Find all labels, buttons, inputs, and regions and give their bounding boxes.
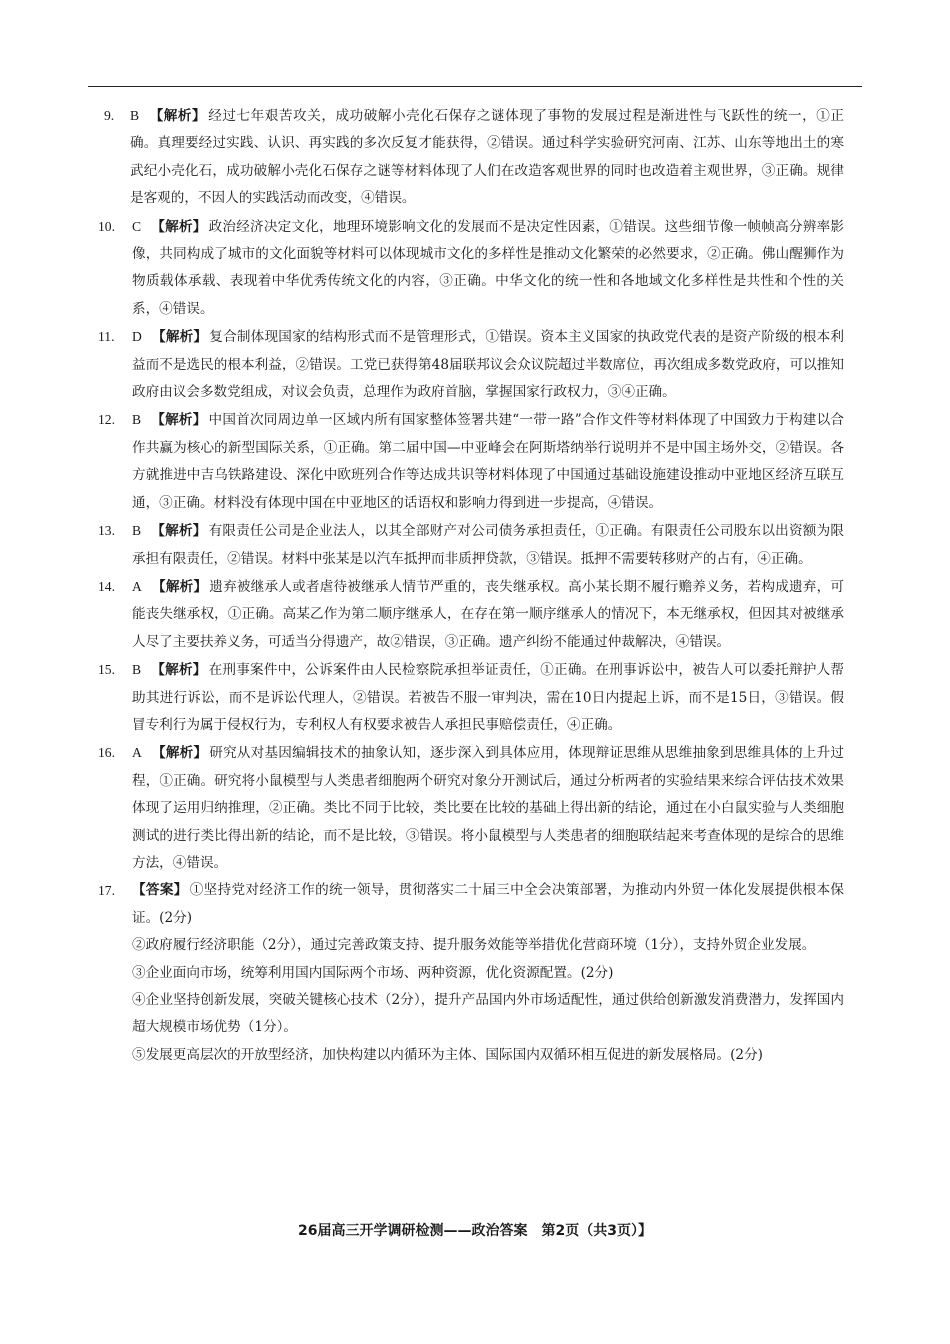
answer-letter: B [132,412,142,428]
question-number: 9. [104,108,115,123]
analysis-tag: 【解析】 [151,523,207,540]
answer-point-1-text: ①坚持党对经济工作的统一领导，贯彻落实二十届三中全会决策部署，为推动内外贸一体化发展提供根本保证。(2分) [132,882,845,926]
answer-point-1 [132,877,844,932]
analysis-text: 研究从对基因编辑技术的抽象认知，逐步深入到具体应用，体现辩证思维从思维抽象到思维具体的上升过程，①正确。研究将小鼠模型与人类患者细胞两个研究对象分开测试后，通过分析两者的实验结果来综合评估技术效果体现了运用归纳推理，②正确。类比不同于比较，类比要在比较的基础上得出新的结论，通过在小白鼠实验与人类细胞测试的进行类比得出新的结论，而不是比较，③错误。将小鼠模型与人类患者的细胞联结起来考查体现的是综合的思维方法，④错误。 [132,745,845,871]
analysis-tag: 【解析】 [151,412,207,429]
answer-point-3: ③企业面向市场，统筹利用国内国际两个市场、两种资源，优化资源配置。(2分) [132,964,614,981]
question-number: 16. [98,745,115,761]
question-number: 11. [98,329,115,345]
analysis-tag: 【解析】 [151,578,208,595]
question-13 [98,517,844,573]
question-number: 17. [98,883,115,899]
question-number: 15. [98,662,115,678]
question-number: 13. [98,523,115,539]
answer-point-5: ⑤发展更高层次的开放型经济，加快构建以内循环为主体、国际国内双循环相互促进的新发展格局。(2分) [132,1046,763,1063]
answer-point-4: ④企业坚持创新发展，突破关键核心技术（2分），提升产品国内外市场适配性，通过供给创新激发消费潜力，发挥国内超大规模市场优势（1分）。 [132,992,844,1036]
answer-letter: A [132,745,142,761]
answer-letter: C [132,218,142,234]
top-rule [88,86,862,87]
question-9 [104,102,844,213]
analysis-tag: 【解析】 [151,745,208,762]
analysis-tag: 【解析】 [151,218,207,235]
analysis-text: 中国首次同周边单一区域内所有国家整体签署共建“一带一路”合作文件等材料体现了中国致力于构建以合作共赢为核心的新型国际关系，①正确。第二届中国—中亚峰会在阿斯塔纳举行说明并不是中国主场外交，②错误。各方就推进中吉乌铁路建设、深化中欧班列合作等达成共识等材料体现了中国通过基础设施建设推动中亚地区经济互联互通，③正确。材料没有体现中国在中亚地区的话语权和影响力得到进一步提高，④错误。 [132,412,844,511]
answer-content [98,102,845,1069]
answer-letter: B [130,108,140,123]
analysis-text: 在刑事案件中，公诉案件由人民检察院承担举证责任，①正确。在刑事诉讼中，被告人可以委托辩护人帮助其进行诉讼，而不是诉讼代理人，②错误。若被告不服一审判决，需在10日内提起上诉，而不是15日，③错误。假冒专利行为属于侵权行为，专利权人有权要求被告人承担民事赔偿责任，④正确。 [132,662,844,733]
answer-letter: A [132,578,142,594]
answer-letter: B [132,662,142,678]
question-11 [98,323,845,406]
page-footer: 26届高三开学调研检测——政治答案 第2页（共3页）】 [298,1223,652,1239]
analysis-text: 有限责任公司是企业法人，以其全部财产对公司债务承担责任，①正确。有限责任公司股东以出资额为限承担有限责任，②错误。材料中张某是以汽车抵押而非质押贷款，③错误。抵押不需要转移财产的占有，④正确。 [132,523,844,567]
question-12 [98,406,844,517]
answer-tag: 【答案】 [132,882,188,899]
answer-letter: B [132,523,142,539]
question-10 [98,213,844,324]
analysis-tag: 【解析】 [149,108,207,124]
question-17 [98,877,845,1069]
answer-point-2: ②政府履行经济职能（2分），通过完善政策支持、提升服务效能等举措优化营商环境（1分），支持外贸企业发展。 [132,937,816,954]
analysis-text: 复合制体现国家的结构形式而不是管理形式，①错误。资本主义国家的执政党代表的是资产阶级的根本利益而不是选民的根本利益，②错误。工党已获得第48届联邦议会众议院超过半数席位，再次组成多数党政府，可以推知政府由议会多数党组成，对议会负责，总理作为政府首脑，掌握国家行政权力，③④正确。 [132,329,845,401]
question-16 [98,739,845,877]
analysis-tag: 【解析】 [151,329,208,346]
analysis-tag: 【解析】 [151,662,207,679]
analysis-text: 经过七年艰苦攻关，成功破解小壳化石保存之谜体现了事物的发展过程是渐进性与飞跃性的统一，①正确。真理要经过实践、认识、再实践的多次反复才能获得，②错误。通过科学实验研究河南、江苏、山东等地出土的寒武纪小壳化石，成功破解小壳化石保存之谜等材料体现了人们在改造客观世界的同时也改造着主观世界，③正确。规律是客观的，不因人的实践活动而改变，④错误。 [130,108,845,207]
question-15 [98,656,844,739]
analysis-text: 遗弃被继承人或者虐待被继承人情节严重的，丧失继承权。高小某长期不履行赡养义务，若构成遗弃，可能丧失继承权，①正确。高某乙作为第二顺序继承人，在存在第一顺序继承人的情况下，本无继承权，但因其对被继承人尽了主要扶养义务，可适当分得遗产，故②错误，③正确。遗产纠纷不能通过仲裁解决，④错误。 [132,578,845,650]
analysis-text: 政治经济决定文化，地理环境影响文化的发展而不是决定性因素，①错误。这些细节像一帧帧高分辨率影像，共同构成了城市的文化面貌等材料可以体现城市文化的多样性是推动文化繁荣的必然要求，②正确。佛山醒狮作为物质载体承载、表现着中华优秀传统文化的内容，③正确。中华文化的统一性和各地域文化多样性是共性和个性的关系，④错误。 [132,218,844,317]
question-number: 10. [98,218,115,234]
question-number: 12. [98,412,115,428]
question-14 [98,573,845,656]
answer-letter: D [132,329,142,345]
question-number: 14. [98,578,115,594]
